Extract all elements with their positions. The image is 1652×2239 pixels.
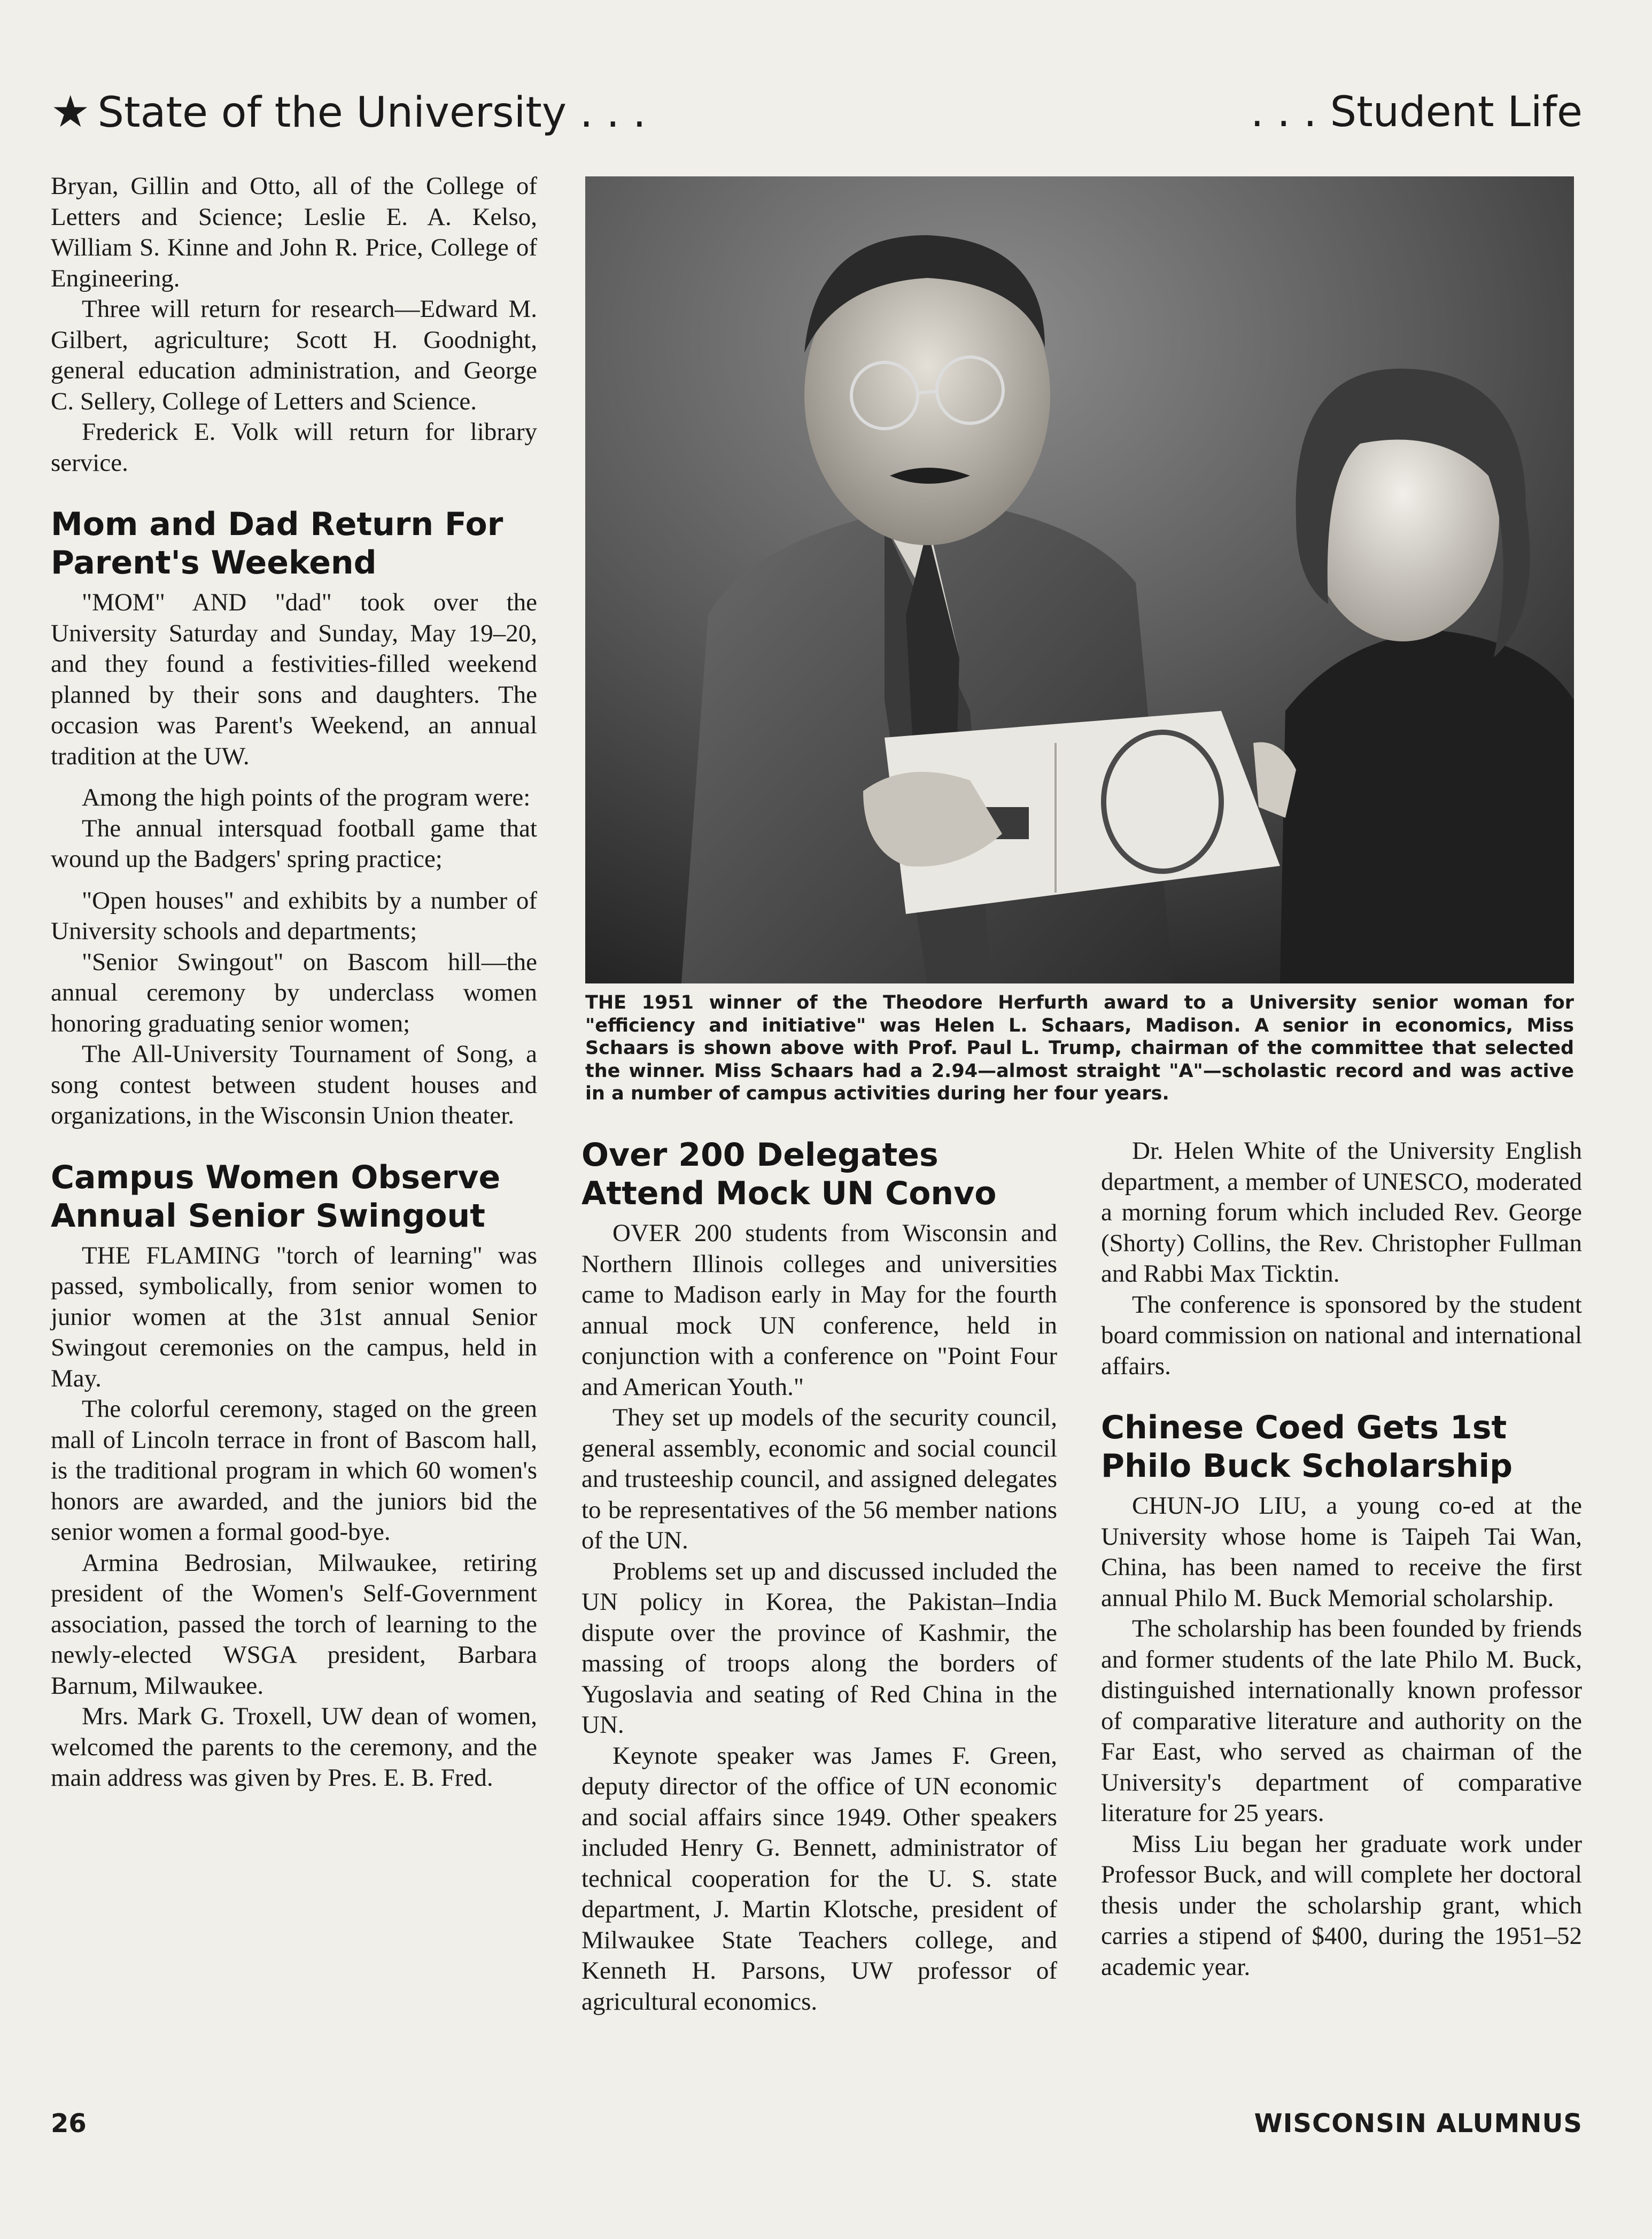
headline-parents-weekend: Mom and Dad Return For Parent's Weekend — [51, 506, 503, 582]
paragraph: The annual intersquad football game that wound up the Badgers' spring practice; — [51, 814, 537, 873]
headline-mock-un: Over 200 Delegates Attend Mock UN Convo — [581, 1136, 997, 1212]
headline-buck-scholarship: Chinese Coed Gets 1st Philo Buck Scholarship — [1101, 1409, 1513, 1485]
section-header-left — [51, 86, 646, 140]
paragraph: The All-University Tournament of Song, a song contest between student houses and organizations, in the Wisconsin Union theater. — [51, 1040, 537, 1129]
column-left — [51, 171, 537, 1794]
paragraph: Bryan, Gillin and Otto, all of the College of Letters and Science; Leslie E. A. Kelso, William S. Kinne and John R. Price, College of Engineering. — [51, 172, 537, 292]
column-right — [1101, 1136, 1582, 1982]
paragraph: Frederick E. Volk will return for library service. — [51, 418, 537, 477]
paragraph: Among the high points of the program were: — [82, 784, 531, 811]
paragraph: Miss Liu began her graduate work under Professor Buck, and will complete her doctoral thesis under the scholarship grant, which carries a stipend of $400, during the 1951–52 academic year. — [1101, 1830, 1582, 1981]
paragraph: Dr. Helen White of the University English department, a member of UNESCO, moderated a morning forum which included Rev. George (Shorty) Collins, the Rev. Christopher Fullman and Rabbi Max Ticktin. — [1101, 1137, 1582, 1288]
paragraph: Problems set up and discussed included the UN policy in Korea, the Pakistan–India dispute over the province of Kashmir, the massing of troops along the borders of Yugoslavia and seating of Red China in the UN. — [581, 1557, 1057, 1739]
paragraph: Three will return for research—Edward M. Gilbert, agriculture; Scott H. Goodnight, general education administration, and George C. Sellery, College of Letters and Science. — [51, 295, 537, 415]
award-photo — [585, 176, 1574, 983]
paragraph: The conference is sponsored by the student board commission on national and international affairs. — [1101, 1290, 1582, 1380]
column-middle — [581, 1136, 1057, 2017]
page-number: 26 — [51, 2109, 87, 2139]
paragraph: "Open houses" and exhibits by a number of University schools and departments; — [51, 886, 537, 945]
section-title: State of the University . . . — [97, 89, 646, 137]
paragraph: The scholarship has been founded by friends and former students of the late Philo M. Buck, distinguished internationally known professor of comparative literature and authority on the Far East, who served as chairman of the University's department of comparative literature for 25 years. — [1101, 1615, 1582, 1827]
paragraph: Armina Bedrosian, Milwaukee, retiring president of the Women's Self-Government association, passed the torch of learning to the newly-elected WSGA president, Barbara Barnum, Milwaukee. — [51, 1548, 537, 1700]
paragraph: The colorful ceremony, staged on the green mall of Lincoln terrace in front of Bascom hall, is the traditional program in which 60 women's honors are awarded, and the juniors bid the senior women a formal good-bye. — [51, 1395, 537, 1546]
section-header-right: . . . Student Life — [1250, 88, 1583, 136]
paragraph: They set up models of the security council, general assembly, economic and social council and trusteeship council, and assigned delegates to be representatives of the 56 member nations of the UN. — [581, 1404, 1057, 1554]
photo-caption: THE 1951 winner of the Theodore Herfurth award to a University senior woman for "efficiency and initiative" was Helen L. Schaars, Madison. A senior in economics, Miss Schaars is shown above with Prof. Paul L. Trump, chairman of the committee that selected the winner. Miss Schaars had a 2.94—almost straight "A"—scholastic record and was active in a number of campus activities during her four years. — [585, 992, 1574, 1104]
paragraph: Keynote speaker was James F. Green, deputy director of the office of UN economic and social affairs since 1949. Other speakers included Henry G. Bennett, administrator of technical cooperation for the U. S. state department, J. Martin Klotsche, president of Milwaukee State Teachers college, and Kenneth H. Parsons, UW professor of agricultural economics. — [581, 1741, 1057, 2016]
paragraph: "Senior Swingout" on Bascom hill—the annual ceremony by underclass women honoring graduating senior women; — [51, 948, 537, 1037]
paragraph: Mrs. Mark G. Troxell, UW dean of women, welcomed the parents to the ceremony, and the main address was given by Pres. E. B. Fred. — [51, 1702, 537, 1792]
paragraph: THE FLAMING "torch of learning" was passed, symbolically, from senior women to junior women at the 31st annual Senior Swingout ceremonies on the campus, held in May. — [51, 1241, 537, 1392]
paragraph: "MOM" AND "dad" took over the University Saturday and Sunday, May 19–20, and they found a festivities-filled weekend planned by their sons and daughters. The occasion was Parent's Weekend, an annual tradition at the UW. — [51, 588, 537, 770]
publication-name: WISCONSIN ALUMNUS — [1254, 2109, 1583, 2139]
paragraph: CHUN-JO LIU, a young co-ed at the University whose home is Taipeh Tai Wan, China, has been named to receive the first annual Philo M. Buck Memorial scholarship. — [1101, 1492, 1582, 1612]
star-icon: ★ — [51, 87, 90, 137]
paragraph: OVER 200 students from Wisconsin and Northern Illinois colleges and universities came to Madison early in May for the fourth annual mock UN conference, held in conjunction with a conference on "Point Four and American Youth." — [581, 1219, 1057, 1401]
headline-senior-swingout: Campus Women Observe Annual Senior Swingout — [51, 1158, 501, 1235]
